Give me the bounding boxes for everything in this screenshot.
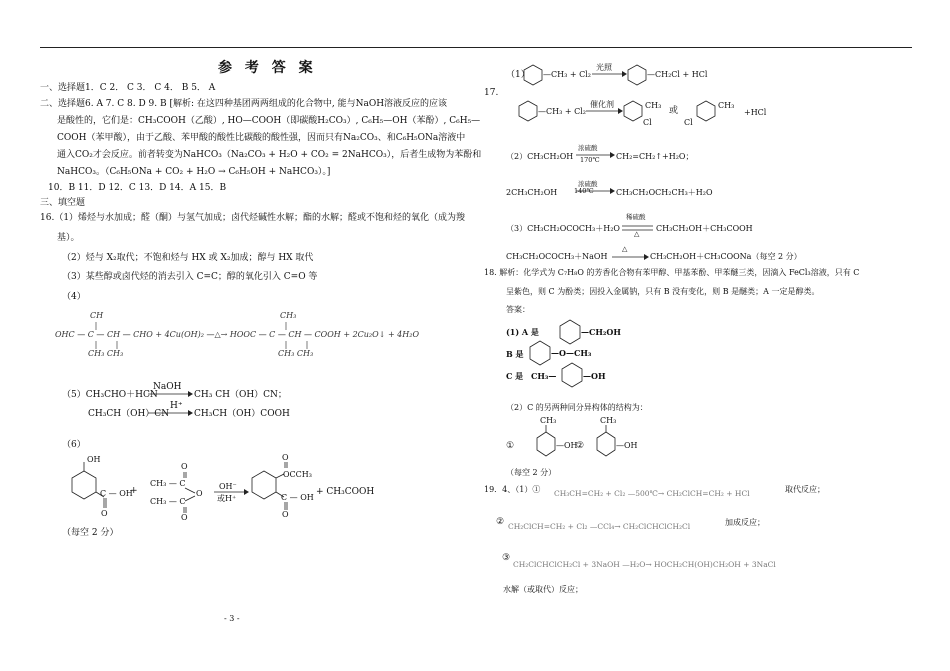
q17-2a-lhs: （2）CH₃CH₂OH: [506, 152, 574, 161]
q19-eq1-type: 取代反应；: [785, 485, 825, 494]
q18-a-label: (1) A 是: [506, 327, 539, 337]
q17-1-reactants: —CH₃ + Cl₂: [543, 70, 591, 79]
q17-1b-or: 或: [669, 106, 679, 116]
q17-2b-cond-bottom: 140℃: [574, 187, 594, 195]
eq6-aspirin-o: O: [282, 453, 289, 462]
q17-2a-cond-bottom: 170℃: [580, 156, 600, 164]
q18-b-label: B 是: [506, 349, 524, 359]
eq6-aspirin-ester: OCCH₃: [283, 470, 312, 479]
q17-3b-lhs: CH₃CH₂OCOCH₃＋NaOH: [506, 252, 608, 261]
q17-3a-cond-bottom: △: [634, 230, 640, 238]
section-2-line-2: 是酸性的，它们是：CH₃COOH（乙酸）, HO—COOH（即碳酸H₂CO₃）, C₆H₅—OH（苯酚）, C₆H₅—: [57, 116, 481, 126]
q16-part-5b-product: CH₃CH（OH）COOH: [194, 409, 290, 419]
q18-c-group: —OH: [583, 371, 606, 381]
q17-1b-condition: 催化剂: [590, 100, 614, 109]
q17-2a-rhs: CH₂=CH₂↑+H₂O；: [616, 152, 694, 161]
q18-c-prefix: CH₃—: [531, 371, 557, 381]
eq6-anhydride-ch3-2: CH₃ — C: [150, 497, 186, 506]
q19-eq2-type: 加成反应；: [725, 518, 765, 527]
q19-num-3: ③: [502, 553, 511, 563]
q18-b-group: —O—CH₃: [551, 348, 592, 358]
eq6-anhydride-o1: O: [181, 462, 188, 471]
eq4-ch3-bottom-1: CH₃ CH₃: [88, 349, 124, 358]
q16-part-5b-lhs: CH₃CH（OH）CN: [88, 409, 170, 419]
q17-2b-rhs: CH₃CH₂OCH₂CH₃＋H₂O: [616, 188, 713, 197]
page-title: 参 考 答 案: [218, 60, 317, 76]
section-2-line-6: 10．B 11．D 12．C 13．D 14．A 15．B: [48, 183, 227, 193]
q17-2a-cond-top: 浓硫酸: [578, 144, 598, 152]
q18-iso2-ch3: CH₃: [600, 416, 617, 425]
q16-part-6: （6）: [62, 440, 86, 450]
section-2-line-1: 二、选择题6. A 7. C 8. D 9. B [解析: 在这四种基团两两组成的化合物中, 能与NaOH溶液反应的应该: [40, 99, 448, 109]
eq4-ch3-bottom-2: CH₃ CH₃: [278, 349, 314, 358]
q16-part-5-lhs: （5）CH₃CHO＋HCN: [62, 390, 158, 400]
eq6-aspirin-o2: O: [282, 510, 289, 519]
page-number: - 3 -: [224, 614, 240, 623]
q17-1b-reactants: —CH₃ + Cl₂: [538, 107, 586, 116]
section-2-line-3: COOH（苯甲酸），由于乙酸、苯甲酸的酸性比碳酸的酸性强，因而只有Na₂CO₃、和C₆H₅ONa溶液中: [57, 133, 466, 143]
q16-part-5b-reagent: H⁺: [170, 401, 183, 411]
q16-part-3: （3）某些醇或卤代烃的消去引入 C=C；醇的氧化引入 C=O 等: [62, 272, 318, 282]
section-2-line-5: NaHCO₃。（C₆H₅ONa + CO₂ + H₂O → C₆H₅OH + NaHCO₃）。]: [57, 167, 331, 177]
eq6-carboxyl: C — OH: [100, 489, 133, 498]
eq6-o: O: [101, 509, 108, 518]
q17-1-products: —CH₂Cl + HCl: [647, 70, 708, 79]
eq6-anhydride-bridge-o: O: [196, 489, 203, 498]
eq6-plus-acetic: + CH₃COOH: [316, 487, 375, 497]
eq6-reagent-top: OH⁻: [219, 482, 237, 491]
q18-line-2: 呈紫色，则 C 为酚类；因投入金属钠，只有 B 没有变化，则 B 是醚类；A 一定是醇类。: [506, 287, 820, 296]
q17-1b-hcl: +HCl: [744, 108, 767, 117]
q17-3b-rhs: CH₃CH₂OH＋CH₃COONa（每空 2 分）: [650, 252, 802, 261]
q18-a-group: —CH₂OH: [581, 327, 621, 337]
q17-3a-cond-top: 稀硫酸: [626, 213, 646, 221]
q18-answer-label: 答案：: [506, 305, 530, 314]
q18-each: （每空 2 分）: [506, 468, 557, 477]
q19-eq3-type: 水解（或取代）反应；: [503, 585, 583, 594]
q18-part-2: （2）C 的另两种同分异构体的结构为：: [506, 403, 648, 412]
q18-iso1-ch3: CH₃: [540, 416, 557, 425]
eq6-anhydride-o2: O: [181, 513, 188, 522]
eq6-oh: OH: [87, 455, 101, 464]
q17-number: 17.: [484, 88, 499, 98]
eq6-each: （每空 2 分）: [62, 528, 119, 538]
q17-3b-cond: △: [622, 245, 628, 253]
q17-1-condition: 光照: [596, 63, 612, 72]
q16-line-2: 基）。: [57, 233, 80, 243]
q16-part-2: （2）烃与 X₂取代；不饱和烃与 HX 或 X₂加成；醇与 HX 取代: [62, 253, 314, 263]
q19-eq3: CH₂ClCHClCH₂Cl + 3NaOH —H₂O→ HOCH₂CH(OH)CH₂OH + 3NaCl: [513, 560, 776, 569]
eq6-reagent-bottom: 或H⁺: [217, 494, 237, 503]
q16-line-1: 16.（1）烯烃与水加成；醛（酮）与氢气加成；卤代烃碱性水解；酯的水解；醛或不饱和烃的氧化（成为羧: [40, 213, 466, 223]
q18-line-1: 18. 解析：化学式为 C₇H₈O 的芳香化合物有苯甲醇、甲基苯酚、甲苯醚三类，因滴入 FeCl₃溶液，只有 C: [484, 268, 860, 277]
q18-c-label: C 是: [506, 371, 524, 381]
eq4-ch3-top-1: CH: [90, 311, 104, 320]
q18-iso1-num: ①: [506, 441, 515, 451]
eq6-plus: +: [130, 486, 138, 496]
q18-iso2-num: ②: [576, 441, 585, 451]
section-3-heading: 三、填空题: [40, 198, 86, 208]
q19-head: 19．4、（1）①: [484, 485, 541, 494]
q17-1b-cl-ortho: Cl: [643, 118, 652, 127]
eq4-ch3-top-2: CH₃: [280, 311, 297, 320]
q16-part-5-reagent: NaOH: [153, 382, 182, 392]
section-1-answers: 一、选择题1．C 2． C 3． C 4． B 5． A: [40, 83, 216, 93]
q16-part-5-product: CH₃ CH（OH）CN；: [194, 390, 287, 400]
q17-2b-lhs: 2CH₃CH₂OH: [506, 188, 558, 197]
q18-iso1-oh: —OH: [556, 441, 578, 450]
eq6-anhydride-ch3-1: CH₃ — C: [150, 479, 186, 488]
q19-eq1: CH₃CH=CH₂ + Cl₂ —500℃→ CH₂ClCH=CH₂ + HCl: [554, 489, 750, 498]
q17-1-label: （1）: [506, 70, 530, 80]
q16-part-4: （4）: [62, 292, 86, 302]
q17-3a-rhs: CH₃CH₂OH＋CH₃COOH: [656, 224, 753, 233]
q17-1b-cl-para: Cl: [684, 118, 693, 127]
eq4-equation: OHC — C — CH — CHO + 4Cu(OH)₂ —△→ HOOC — C — CH — COOH + 2Cu₂O↓ + 4H₂O: [55, 330, 420, 339]
q19-eq2: CH₂ClCH=CH₂ + Cl₂ —CCl₄→ CH₂ClCHClCH₂Cl: [508, 522, 691, 531]
q18-iso2-oh: —OH: [616, 441, 638, 450]
q17-1b-ch3-para: CH₃: [718, 101, 735, 110]
q19-num-2: ②: [496, 517, 505, 527]
eq6-aspirin-carboxyl: C — OH: [281, 493, 314, 502]
q17-1b-ch3-ortho: CH₃: [645, 101, 662, 110]
q17-2b-cond-top: 浓硫酸: [578, 180, 598, 188]
q17-3a-lhs: （3）CH₃CH₂OCOCH₃＋H₂O: [506, 224, 620, 233]
section-2-line-4: 通入CO₂才会反应。前者转变为NaHCO₃（Na₂CO₃ + H₂O + CO₂ = 2NaHCO₃），后者生成物为苯酚和: [57, 150, 482, 160]
